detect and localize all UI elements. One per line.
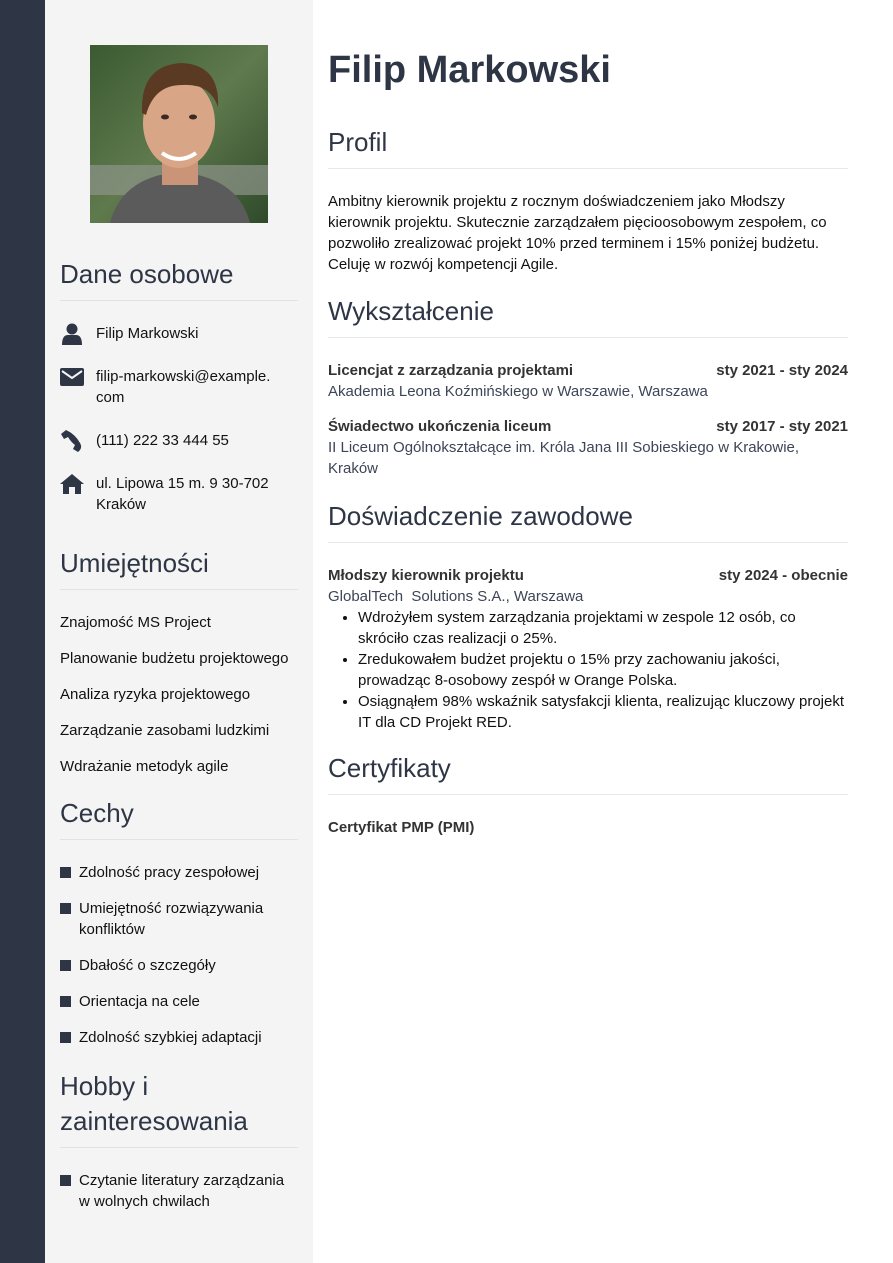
skill-item: Zarządzanie zasobami ludzkimi [60, 722, 270, 739]
achievement-item: • Wdrożyłem system zarządzania projektami w zespole 12 osób, co skróciło czas realizacji o 25%. [358, 607, 848, 649]
contact-name [60, 323, 298, 344]
hobby-text: Czytanie literatury zarządzania w wolnych chwilach [79, 1172, 285, 1210]
education-school: II Liceum Ogólnokształcące im. Króla Jana III Sobieskiego w Krakowie, Kraków [328, 439, 800, 477]
trait-item [60, 991, 298, 1012]
personal-heading: Dane osobowe [60, 257, 298, 301]
square-bullet-icon [60, 867, 71, 878]
achievement-item: • Osiągnąłem 98% wskaźnik satysfakcji klienta, realizując kluczowy projekt IT dla CD Projekt RED. [358, 691, 848, 733]
certificate-item [328, 817, 848, 838]
skill-item: Znajomość MS Project [60, 614, 211, 631]
contact-email [60, 366, 298, 408]
job-company: GlobalTech Solutions S.A., Warszawa [328, 588, 584, 605]
education-title: Świadectwo ukończenia liceum [328, 418, 552, 435]
achievement-item: • Zredukowałem budżet projektu o 15% przy zachowaniu jakości, prowadząc 8-osobowy zespół w Orange Polska. [358, 649, 848, 691]
skills-section [60, 546, 298, 792]
education-dates: sty 2017 - sty 2021 [716, 418, 848, 435]
profile-photo [90, 45, 268, 223]
trait-item [60, 898, 298, 940]
contact-phone [60, 430, 298, 451]
experience-heading: Doświadczenie zawodowe [328, 499, 848, 543]
square-bullet-icon [60, 1032, 71, 1043]
traits-section [60, 796, 298, 1063]
traits-heading: Cechy [60, 796, 298, 840]
trait-text: Orientacja na cele [79, 993, 200, 1010]
square-bullet-icon [60, 1175, 71, 1186]
trait-text: Dbałość o szczegóły [79, 957, 216, 974]
education-section [328, 294, 848, 479]
skill-item: Analiza ryzyka projektowego [60, 686, 251, 703]
education-dates: sty 2021 - sty 2024 [716, 362, 848, 379]
profile-text: Ambitny kierownik projektu z rocznym doświadczeniem jako Młodszy kierownik projektu. Skutecznie zarządzałem pięcioosobowym zespołem, co pozwoliło zrealizować projekt 10% przed terminem i 15% poniżej budżetu. Celuję w rozwój kompetencji Agile. [328, 193, 827, 273]
certificates-heading: Certyfikaty [328, 751, 848, 795]
job-title: Młodszy kierownik projektu [328, 567, 524, 584]
skill-item: Wdrażanie metodyk agile [60, 758, 229, 775]
trait-item [60, 955, 298, 976]
contact-address-text: ul. Lipowa 15 m. 9 30-702 Kraków [96, 475, 269, 513]
education-item [328, 416, 848, 479]
hobbies-heading: Hobby i zainteresowania [60, 1071, 248, 1136]
envelope-icon [60, 366, 84, 387]
trait-text: Zdolność szybkiej adaptacji [79, 1029, 262, 1046]
contact-email-text[interactable]: filip-markowski@example.com [96, 368, 271, 406]
job-dates: sty 2024 - obecnie [718, 567, 848, 584]
contact-address [60, 473, 298, 515]
education-heading: Wykształcenie [328, 294, 848, 338]
personal-section [60, 257, 298, 537]
achievements-list [328, 607, 848, 733]
profile-section [328, 125, 848, 275]
certificate-text: Certyfikat PMP (PMI) [328, 819, 475, 836]
certificates-section [328, 751, 848, 838]
education-school: Akademia Leona Koźmińskiego w Warszawie, Warszawa [328, 383, 708, 400]
hobbies-section [60, 1069, 298, 1227]
education-title: Licencjat z zarządzania projektami [328, 362, 574, 379]
square-bullet-icon [60, 996, 71, 1007]
contact-phone-text: (111) 222 33 444 55 [96, 432, 229, 449]
trait-text: Umiejętność rozwiązywania konfliktów [79, 900, 264, 938]
home-icon [60, 473, 84, 494]
square-bullet-icon [60, 960, 71, 971]
skill-item: Planowanie budżetu projektowego [60, 650, 289, 667]
experience-item [328, 565, 848, 733]
page-title: Filip Markowski [328, 49, 611, 91]
trait-item [60, 862, 298, 883]
square-bullet-icon [60, 903, 71, 914]
sidebar [45, 0, 313, 1263]
user-icon [60, 323, 84, 344]
accent-strip [0, 0, 45, 1263]
skills-heading: Umiejętności [60, 546, 298, 590]
hobby-item [60, 1170, 298, 1212]
profile-heading: Profil [328, 125, 848, 169]
trait-text: Zdolność pracy zespołowej [79, 864, 260, 881]
contact-name-text: Filip Markowski [96, 325, 199, 342]
phone-icon [60, 430, 84, 451]
education-item [328, 360, 848, 402]
experience-section [328, 499, 848, 733]
trait-item [60, 1027, 298, 1048]
